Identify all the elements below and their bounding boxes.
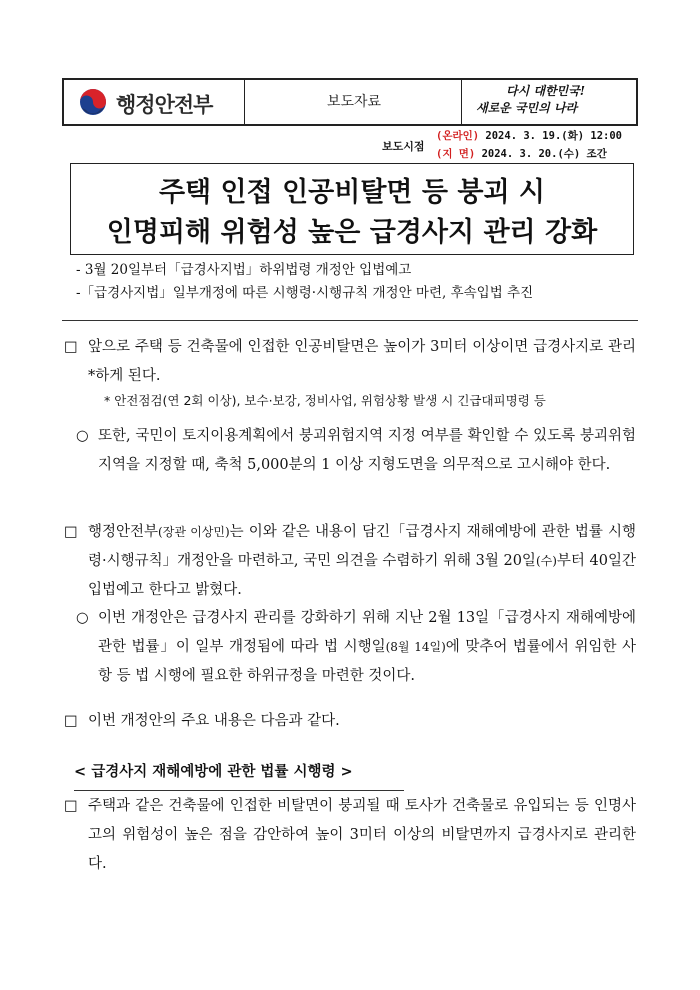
release-online: [436, 128, 622, 143]
online-time: 2024. 3. 19.(화) 12:00: [485, 130, 622, 142]
taegeuk-emblem-icon: [78, 87, 108, 117]
paragraph-4: [76, 604, 636, 691]
paragraph-6: [64, 792, 636, 879]
weekday-ref: (수): [535, 554, 557, 568]
footnote: * 안전점검(연 2회 이상), 보수·보강, 정비사업, 위험상황 발생 시 긴급대피명령 등: [104, 393, 546, 408]
paragraph-text: [64, 518, 636, 605]
text-span: 부터 40일간 입법예고 한다고 밝혔다.: [88, 553, 637, 598]
ministry-name: 행정안전부: [116, 93, 213, 117]
release-time: [380, 128, 640, 162]
release-print: [436, 146, 607, 161]
handwritten-slogan: [476, 83, 626, 117]
box-bullet: □: [64, 798, 78, 814]
divider: [62, 320, 638, 321]
paragraph-text: 이번 개정안의 주요 내용은 다음과 같다.: [88, 713, 340, 729]
headline-line-1: 주택 인접 인공비탈면 등 붕괴 시: [158, 177, 546, 208]
paragraph-2: [76, 422, 636, 480]
text-span: 에 맞추어 법률에서 위임한 사항 등 법 시행에 필요한 하위규정을 마련한 것이다.: [98, 639, 636, 684]
text-span: 는 이와 같은 내용이 담긴「급경사지 재해예방에 관한 법률 시행령·시행규칙」개정안을 마련하고, 국민 의견을 수렴하기 위해 3월 20일: [88, 524, 637, 569]
slogan-line-1: 다시 대한민국!: [506, 84, 585, 98]
ministry-logo: [64, 80, 245, 124]
release-label: 보도시점: [382, 140, 425, 153]
document-type: 보도자료: [326, 94, 382, 110]
circle-bullet: ○: [76, 428, 89, 444]
section-heading: < 급경사지 재해예방에 관한 법률 시행령 >: [74, 764, 353, 780]
section-underline: [74, 790, 404, 791]
paragraph-text: [76, 604, 636, 691]
press-header: [62, 78, 638, 126]
paragraph-3: [64, 518, 636, 605]
circle-bullet: ○: [76, 610, 89, 626]
subtitle-list: [76, 259, 636, 305]
paragraph-5: [64, 707, 636, 736]
paragraph-text: 앞으로 주택 등 건축물에 인접한 인공비탈면은 높이가 3미터 이상이면 급경사지로 관리*하게 된다.: [88, 339, 636, 384]
paragraph-text: 주택과 같은 건축물에 인접한 비탈면이 붕괴될 때 토사가 건축물로 유입되는 등 인명사고의 위험성이 높은 점을 감안하여 높이 3미터 이상의 비탈면까지 급경사지로 관리한다.: [88, 798, 636, 872]
online-tag: (온라인): [436, 130, 480, 142]
minister-ref: (장관 이상민): [158, 525, 230, 539]
box-bullet: □: [64, 339, 78, 355]
box-bullet: □: [64, 713, 78, 729]
subtitle-item: - 3월 20일부터「급경사지법」하위법령 개정안 입법예고: [76, 262, 412, 278]
paragraph-text: 또한, 국민이 토지이용계획에서 붕괴위험지역 지정 여부를 확인할 수 있도록 붕괴위험지역을 지정할 때, 축척 5,000분의 1 이상 지형도면을 의무적으로 고시해야 한다.: [98, 428, 636, 473]
subtitle-item: -「급경사지법」일부개정에 따른 시행령·시행규칙 개정안 마련, 후속입법 추진: [76, 285, 534, 301]
paragraph-1: [64, 333, 636, 391]
slogan-line-2: 새로운 국민의 나라: [476, 101, 578, 115]
print-time: 2024. 3. 20.(수) 조간: [481, 148, 607, 160]
text-span: 이번 개정안은 급경사지 관리를 강화하기 위해 지난 2월 13일「급경사지 재해예방에 관한 법률」이 일부 개정됨에 따라 법 시행일: [98, 610, 636, 655]
print-tag: (지 면): [436, 148, 476, 160]
date-ref: (8월 14일): [385, 640, 446, 654]
box-bullet: □: [64, 524, 78, 540]
slogan-box: [461, 80, 636, 124]
ministry-ref: 행정안전부: [88, 524, 159, 540]
headline-line-2: 인명피해 위험성 높은 급경사지 관리 강화: [106, 217, 598, 248]
headline-box: [70, 163, 634, 255]
